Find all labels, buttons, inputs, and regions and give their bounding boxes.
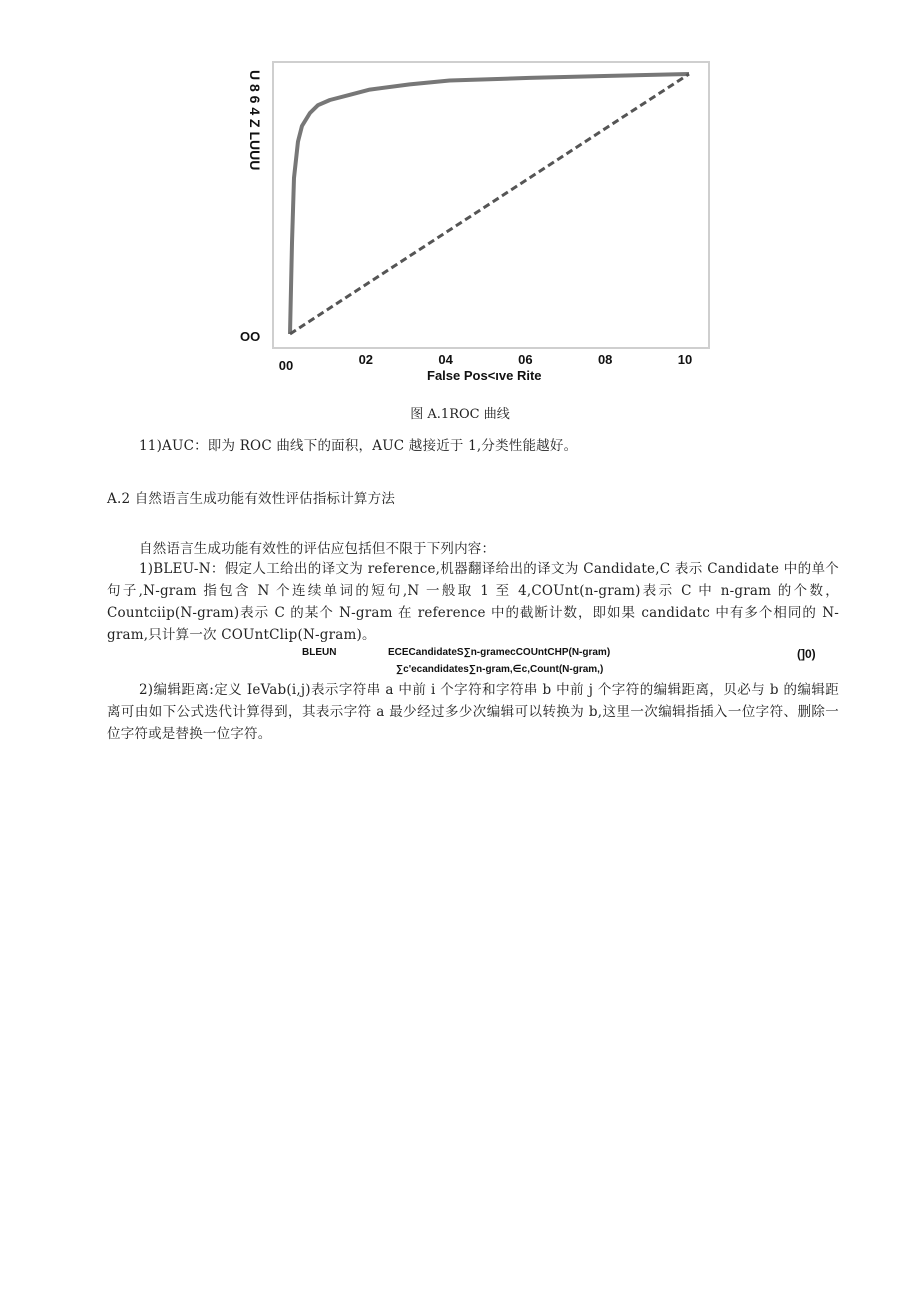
- x-tick-label: 10: [677, 352, 693, 367]
- formula-lhs: BLEUN: [302, 647, 337, 658]
- formula-number: (]0): [797, 647, 816, 661]
- y-zero-label: OO: [240, 329, 261, 344]
- y-axis-tick-labels: U 8 6 4 Z LUUU: [247, 70, 263, 171]
- para-edit-distance: 2)编辑距离:定义 IeVab(i,j)表示字符串 a 中前 i 个字符和字符串 b 中前 j 个字符的编辑距离，贝必与 b 的编辑距离可由如下公式迭代计算得到，其表示字符 a 最少经过多少次编辑可以转换为 b,这里一次编辑指插入一位字符、删除一位字符或是替换一位字符。: [107, 682, 839, 742]
- para-bleu: 1)BLEU-N：假定人工给出的译文为 reference,机器翻译给出的译文为 Candidate,C 表示 Candidate 中的单个句子,N-gram 指包含 N 个连续单词的短句,N 一般取 1 至 4,COUnt(n-gram)表示 C 中 n-gram 的个数，Countciip(N-gram)表示 C 的某个 N-gram 在 reference 中的截断计数，即如果 candidatc 中有多个相同的 N-gram,只计算一次 COUntClip(N-gram)。: [107, 561, 839, 643]
- figure-caption: 图 A.1ROC 曲线: [410, 407, 510, 422]
- section-heading: A.2 自然语言生成功能有效性评估指标计算方法: [107, 491, 396, 507]
- x-tick-label: 02: [358, 352, 374, 367]
- x-tick-label: 04: [438, 352, 453, 367]
- x-tick-label: 06: [518, 352, 533, 367]
- formula-numerator: ECECandidateS∑n-gramecCOUntCHP(N-gram): [388, 647, 611, 658]
- diagonal-reference-line: [290, 74, 689, 334]
- para-intro: 自然语言生成功能有效性的评估应包括但不限于下列内容：: [139, 541, 496, 557]
- x-tick-label: 00: [278, 358, 294, 373]
- para-auc: 11)AUC：即为 ROC 曲线下的面积，AUC 越接近于 1,分类性能越好。: [139, 438, 578, 454]
- formula-denominator: ∑c'ecandidates∑n-gram,∈c,Count(N-gram,): [396, 664, 604, 675]
- x-tick-label: 08: [597, 352, 613, 367]
- x-axis-label: False Pos<ıve Rite: [427, 368, 542, 383]
- roc-chart: [236, 58, 716, 388]
